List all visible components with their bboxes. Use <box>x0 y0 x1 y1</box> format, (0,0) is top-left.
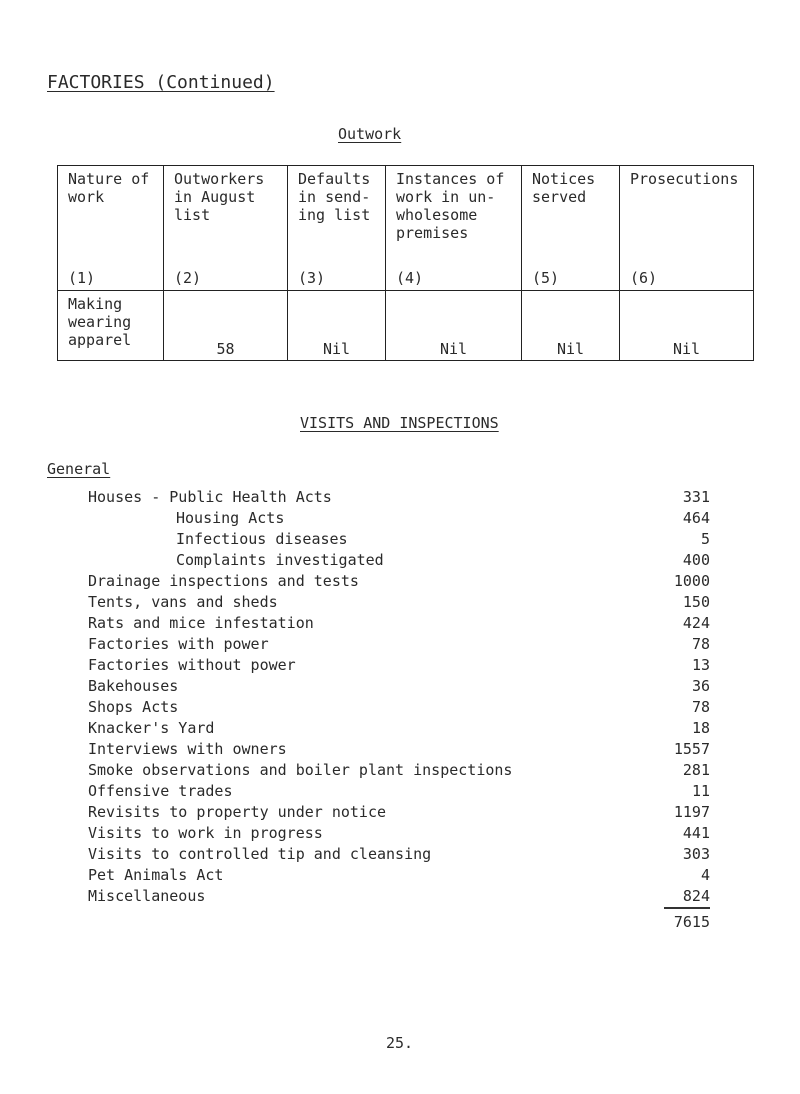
list-item-value: 36 <box>691 677 710 695</box>
col-number: (5) <box>532 269 560 287</box>
cell-defaults: Nil <box>288 291 386 361</box>
list-item-value: 1557 <box>673 740 710 758</box>
page-title <box>47 72 275 93</box>
list-item-value: 1197 <box>673 803 710 821</box>
visits-title: VISITS AND INSPECTIONS <box>300 414 499 432</box>
col-number: (1) <box>68 269 96 287</box>
col-number: (2) <box>174 269 202 287</box>
list-item-label: Factories without power <box>88 656 296 674</box>
list-item-label: Shops Acts <box>88 698 179 716</box>
list-item-value: 400 <box>682 551 710 569</box>
outwork-table <box>57 165 754 361</box>
list-item-value: 5 <box>700 530 710 548</box>
list-item-value: 18 <box>691 719 710 737</box>
list-item-value: 424 <box>682 614 710 632</box>
list-item-label: Interviews with owners <box>88 740 287 758</box>
list-item-value: 441 <box>682 824 710 842</box>
col-header-prosecutions: Prosecutions (6) <box>620 166 754 291</box>
list-item-value: 13 <box>691 656 710 674</box>
list-item-label: Pet Animals Act <box>88 866 224 884</box>
col-header-defaults: Defaults in send- ing list (3) <box>288 166 386 291</box>
col-header-nature: Nature of work (1) <box>58 166 164 291</box>
list-item-label: Visits to controlled tip and cleansing <box>88 845 432 863</box>
list-item-value: 78 <box>691 698 710 716</box>
list-item-label: Bakehouses <box>88 677 179 695</box>
list-item-label: Infectious diseases <box>176 530 348 548</box>
list-item-label: Drainage inspections and tests <box>88 572 359 590</box>
list-item-value: 78 <box>691 635 710 653</box>
list-item-label: Rats and mice infestation <box>88 614 314 632</box>
visits-total: 7615 <box>673 913 710 931</box>
outwork-heading: Outwork <box>338 125 402 143</box>
list-item-label: Tents, vans and sheds <box>88 593 278 611</box>
table-row <box>58 291 754 361</box>
outwork-header-row <box>58 166 754 291</box>
list-item-label: Factories with power <box>88 635 269 653</box>
list-item-value: 824 <box>682 887 710 905</box>
cell-instances: Nil <box>386 291 522 361</box>
list-item-value: 303 <box>682 845 710 863</box>
list-item-label: Visits to work in progress <box>88 824 323 842</box>
list-item-label: Knacker's Yard <box>88 719 215 737</box>
col-header-instances: Instances of work in un- wholesome premises (4) <box>386 166 522 291</box>
col-number: (4) <box>396 269 424 287</box>
list-item-label: Revisits to property under notice <box>88 803 387 821</box>
list-item-label: Housing Acts <box>176 509 285 527</box>
list-item-value: 150 <box>682 593 710 611</box>
col-number: (6) <box>630 269 658 287</box>
list-item-label: Smoke observations and boiler plant inspections <box>88 761 513 779</box>
list-item-value: 1000 <box>673 572 710 590</box>
list-item-label: Offensive trades <box>88 782 233 800</box>
list-item-label: Miscellaneous <box>88 887 206 905</box>
list-item-value: 331 <box>682 488 710 506</box>
total-rule <box>664 907 710 909</box>
page-number: 25. <box>386 1034 414 1052</box>
col-header-outworkers: Outworkers in August list (2) <box>164 166 288 291</box>
list-item-label: Houses - Public Health Acts <box>88 488 332 506</box>
list-item-value: 464 <box>682 509 710 527</box>
list-item-label: Complaints investigated <box>176 551 384 569</box>
page-title-text: FACTORIES (Continued) <box>47 72 275 93</box>
list-item-value: 11 <box>691 782 710 800</box>
general-heading: General <box>47 460 111 478</box>
list-item-value: 281 <box>682 761 710 779</box>
cell-prosecutions: Nil <box>620 291 754 361</box>
list-item-value: 4 <box>700 866 710 884</box>
col-header-notices: Notices served (5) <box>522 166 620 291</box>
col-number: (3) <box>298 269 326 287</box>
cell-nature: Making wearing apparel <box>58 291 164 361</box>
cell-outworkers: 58 <box>164 291 288 361</box>
cell-notices: Nil <box>522 291 620 361</box>
